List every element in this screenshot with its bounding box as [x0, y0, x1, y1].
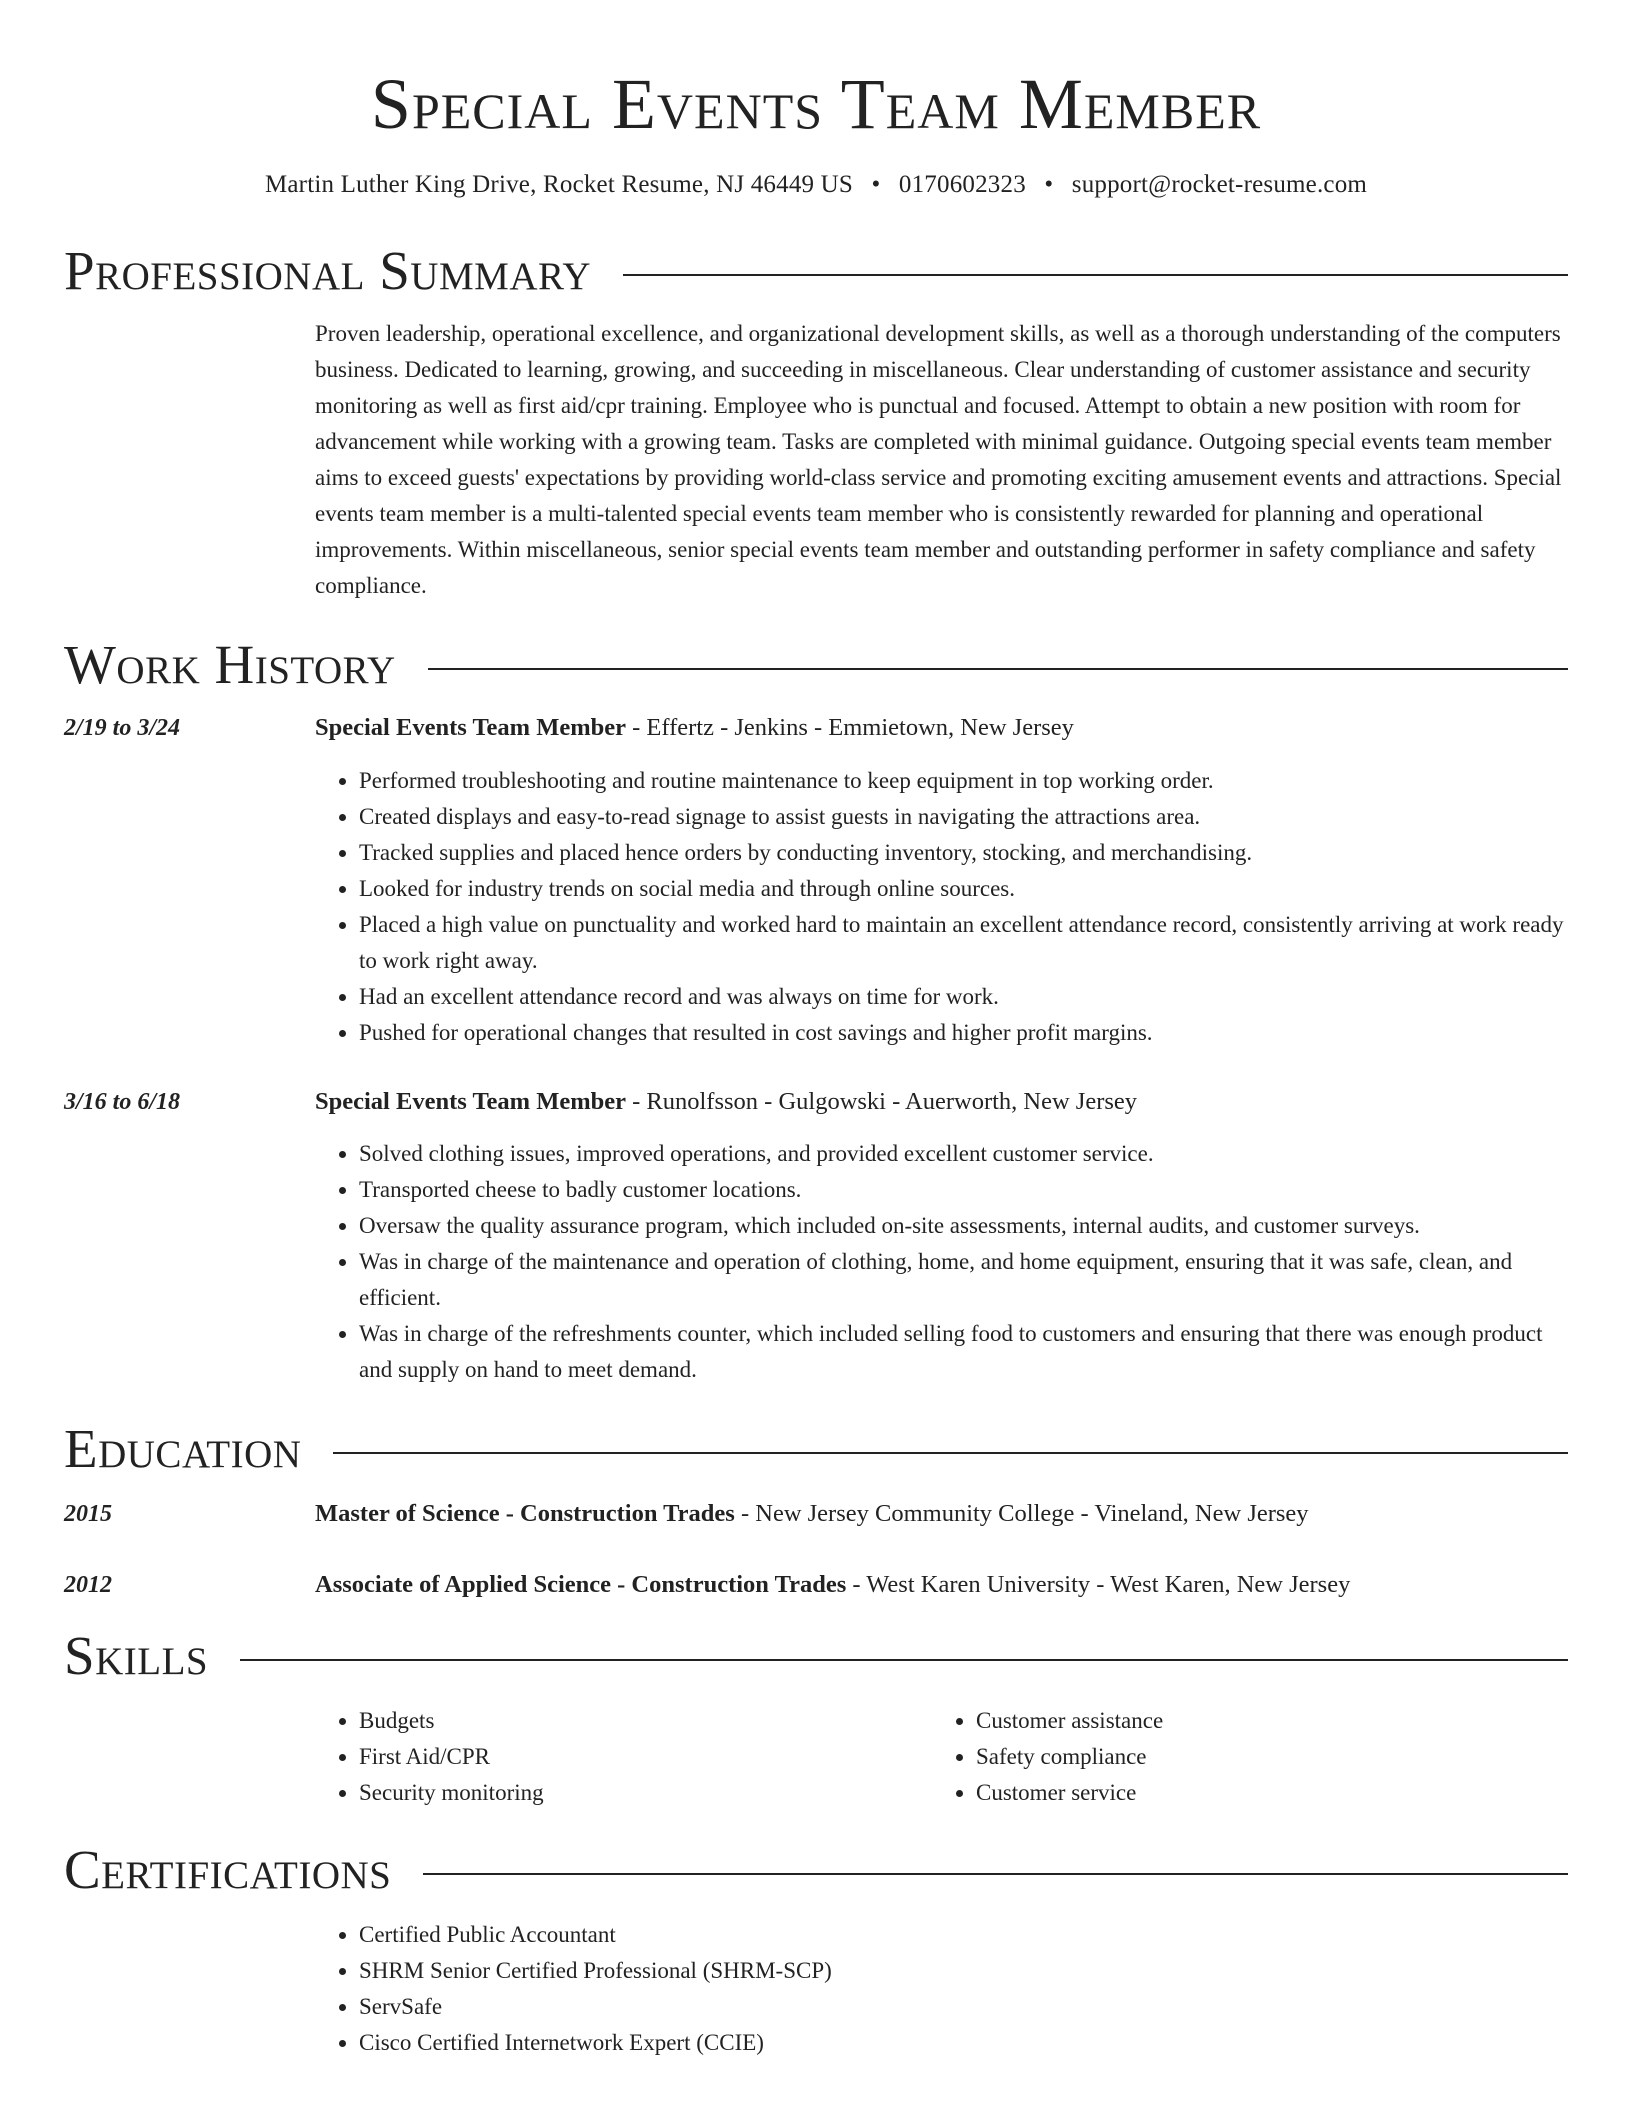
job-entry	[64, 710, 1568, 1051]
job-bullet: • Oversaw the quality assurance program, which included on-site assessments, internal audits, and customer surveys.	[359, 1208, 1568, 1244]
job-bullet: • Looked for industry trends on social media and through online sources.	[359, 871, 1568, 907]
job-title-line	[315, 710, 1074, 746]
education-line	[315, 1567, 1350, 1603]
job-bullet: • Solved clothing issues, improved operations, and provided excellent customer service.	[359, 1136, 1568, 1172]
certifications-list	[315, 1917, 1568, 2061]
skills-list	[315, 1703, 1568, 1811]
certification-item: • ServSafe	[359, 1989, 1568, 2025]
education-degree: Master of Science - Construction Trades	[315, 1500, 735, 1527]
work-history-heading	[64, 632, 1568, 698]
certifications-title: Certifications	[64, 1839, 392, 1900]
summary-text: Proven leadership, operational excellence, and organizational development skills, as well as a thorough understanding of the computers business. Dedicated to learning, growing, and succeeding in miscellaneous. Clear understanding of customer assistance and security monitoring as well as first aid/cpr training. Employee who is punctual and focused. Attempt to obtain a new position with room for advancement while working with a growing team. Tasks are completed with minimal guidance. Outgoing special events team member aims to exceed guests' expectations by providing world-class service and promoting exciting amusement events and attractions. Special events team member is a multi-talented special events team member who is consistently rewarded for planning and operational improvements. Within miscellaneous, senior special events team member and outstanding performer in safety compliance and safety compliance.	[315, 321, 1562, 598]
education-entry	[64, 1496, 1568, 1532]
education-entry	[64, 1567, 1568, 1603]
job-dates: 2/19 to 3/24	[64, 715, 181, 741]
education-year: 2015	[64, 1501, 112, 1527]
section-divider	[623, 274, 1568, 276]
certification-item: • SHRM Senior Certified Professional (SHRM-SCP)	[359, 1953, 1568, 1989]
job-header	[64, 1084, 1568, 1120]
contact-separator: •	[871, 171, 881, 198]
contact-separator: •	[1044, 171, 1054, 198]
education-degree: Associate of Applied Science - Construction Trades	[315, 1571, 847, 1598]
skills-title: Skills	[64, 1625, 209, 1686]
section-divider	[428, 668, 1568, 670]
education-year: 2012	[64, 1572, 112, 1598]
job-bullets	[315, 1136, 1568, 1388]
job-bullet: • Placed a high value on punctuality and worked hard to maintain an excellent attendance record, consistently arriving at work ready to work right away.	[359, 907, 1568, 979]
education-school: - West Karen University - West Karen, New Jersey	[846, 1571, 1351, 1598]
job-entry	[64, 1084, 1568, 1388]
resume-page	[64, 0, 1568, 2061]
skills-heading	[64, 1623, 1568, 1689]
contact-email: support@rocket-resume.com	[1071, 171, 1368, 198]
skill-item: • Budgets	[359, 1703, 932, 1739]
education-heading	[64, 1416, 1568, 1482]
skill-item: • Customer service	[976, 1775, 1549, 1811]
job-company: - Effertz - Jenkins - Emmietown, New Jersey	[626, 714, 1074, 741]
resume-title: Special Events Team Member	[370, 64, 1262, 144]
certifications-section	[64, 1837, 1568, 2061]
work-history-title: Work History	[64, 634, 396, 695]
section-divider	[333, 1452, 1568, 1454]
section-divider	[423, 1873, 1568, 1875]
education-line	[315, 1496, 1309, 1532]
job-dates: 3/16 to 6/18	[64, 1089, 181, 1115]
contact-phone: 0170602323	[898, 171, 1026, 198]
contact-line	[64, 170, 1568, 200]
certification-item: • Cisco Certified Internetwork Expert (CCIE)	[359, 2025, 1568, 2061]
skills-column-right	[932, 1703, 1549, 1811]
job-role: Special Events Team Member	[315, 714, 626, 741]
skill-item: • Security monitoring	[359, 1775, 932, 1811]
job-bullet: • Pushed for operational changes that resulted in cost savings and higher profit margins.	[359, 1015, 1568, 1051]
job-bullets	[315, 763, 1568, 1051]
skill-item: • Safety compliance	[976, 1739, 1549, 1775]
job-bullet: • Performed troubleshooting and routine maintenance to keep equipment in top working order.	[359, 763, 1568, 799]
job-role: Special Events Team Member	[315, 1088, 626, 1115]
summary-title: Professional Summary	[64, 240, 592, 301]
contact-address: Martin Luther King Drive, Rocket Resume, NJ 46449 US	[264, 171, 854, 198]
certification-item: • Certified Public Accountant	[359, 1917, 1568, 1953]
skill-item: • First Aid/CPR	[359, 1739, 932, 1775]
job-bullet: • Was in charge of the refreshments counter, which included selling food to customers and ensuring that there was enough product and supply on hand to meet demand.	[359, 1316, 1568, 1388]
section-divider	[240, 1659, 1568, 1661]
job-bullet: • Transported cheese to badly customer locations.	[359, 1172, 1568, 1208]
skill-item: • Customer assistance	[976, 1703, 1549, 1739]
job-bullet: • Had an excellent attendance record and was always on time for work.	[359, 979, 1568, 1015]
job-bullet: • Created displays and easy-to-read signage to assist guests in navigating the attractions area.	[359, 799, 1568, 835]
skills-column-left	[315, 1703, 932, 1811]
job-company: - Runolfsson - Gulgowski - Auerworth, New Jersey	[626, 1088, 1138, 1115]
education-title: Education	[64, 1418, 302, 1479]
job-bullet: • Tracked supplies and placed hence orders by conducting inventory, stocking, and merchandising.	[359, 835, 1568, 871]
job-header	[64, 710, 1568, 746]
work-history-section	[64, 632, 1568, 1388]
skills-section	[64, 1623, 1568, 1811]
education-section	[64, 1416, 1568, 1603]
summary-section	[64, 238, 1568, 604]
job-bullet: • Was in charge of the maintenance and operation of clothing, home, and home equipment, ensuring that it was safe, clean, and efficient.	[359, 1244, 1568, 1316]
job-title-line	[315, 1084, 1137, 1120]
summary-heading	[64, 238, 1568, 304]
certifications-heading	[64, 1837, 1568, 1903]
education-school: - New Jersey Community College - Vineland, New Jersey	[734, 1500, 1309, 1527]
